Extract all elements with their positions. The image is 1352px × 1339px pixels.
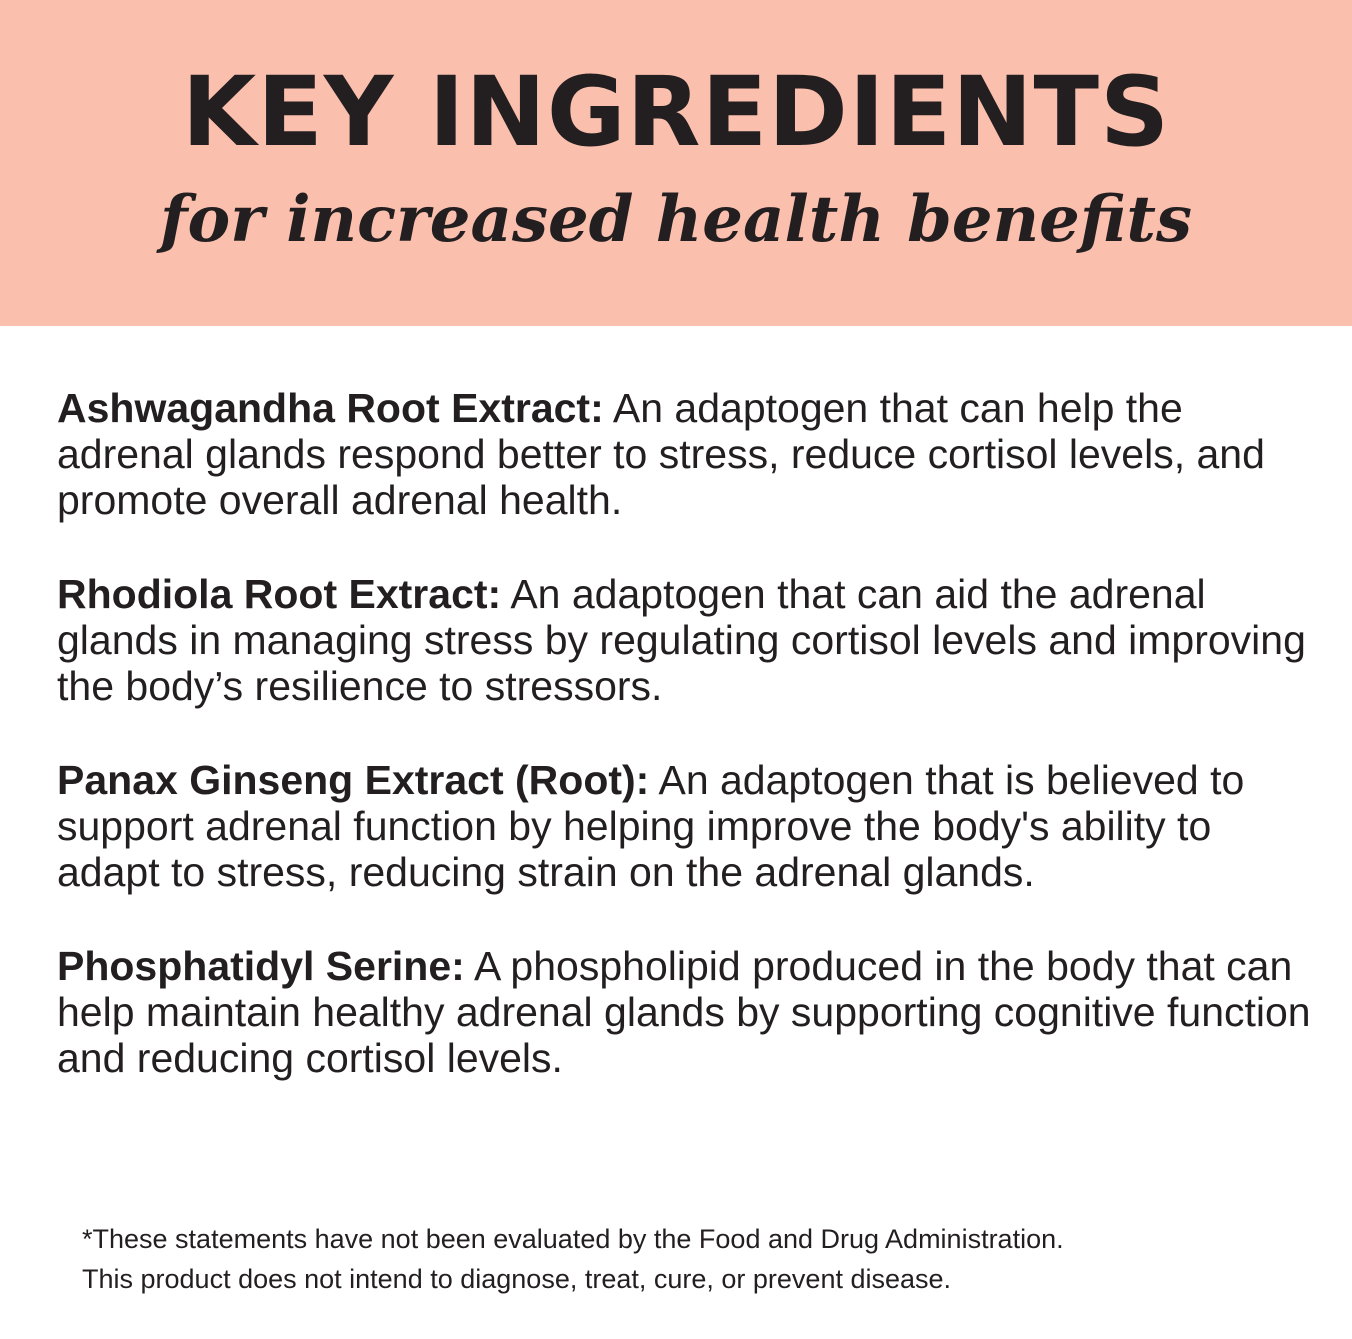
- disclaimer-line: This product does not intend to diagnose, treat, cure, or prevent disease.: [82, 1264, 952, 1294]
- ingredient-item: [57, 943, 1317, 1081]
- fda-disclaimer: [82, 1219, 1302, 1299]
- ingredient-list: [57, 385, 1317, 1129]
- page-title: KEY INGREDIENTS: [181, 56, 1171, 168]
- ingredient-description: A phospholipid produced in the body that can help maintain healthy adrenal glands by supporting cognitive function and reducing cortisol levels.: [57, 943, 1311, 1081]
- header-banner: [0, 0, 1352, 326]
- ingredient-name: Phosphatidyl Serine:: [57, 943, 465, 989]
- ingredient-item: [57, 757, 1317, 895]
- ingredient-name: Rhodiola Root Extract:: [57, 571, 502, 617]
- ingredient-description: An adaptogen that is believed to support adrenal function by helping improve the body's ability to adapt to stress, reducing strain on the adrenal glands.: [57, 757, 1245, 895]
- ingredient-description: An adaptogen that can help the adrenal glands respond better to stress, reduce cortisol levels, and promote overall adrenal health.: [57, 385, 1265, 523]
- ingredient-description: An adaptogen that can aid the adrenal glands in managing stress by regulating cortisol levels and improving the body’s resilience to stressors.: [57, 571, 1306, 709]
- disclaimer-line: *These statements have not been evaluated by the Food and Drug Administration.: [82, 1224, 1064, 1254]
- ingredient-name: Ashwagandha Root Extract:: [57, 385, 604, 431]
- ingredient-item: [57, 385, 1317, 523]
- ingredient-name: Panax Ginseng Extract (Root):: [57, 757, 650, 803]
- ingredient-item: [57, 571, 1317, 709]
- page-subtitle: for increased health benefits: [160, 182, 1192, 257]
